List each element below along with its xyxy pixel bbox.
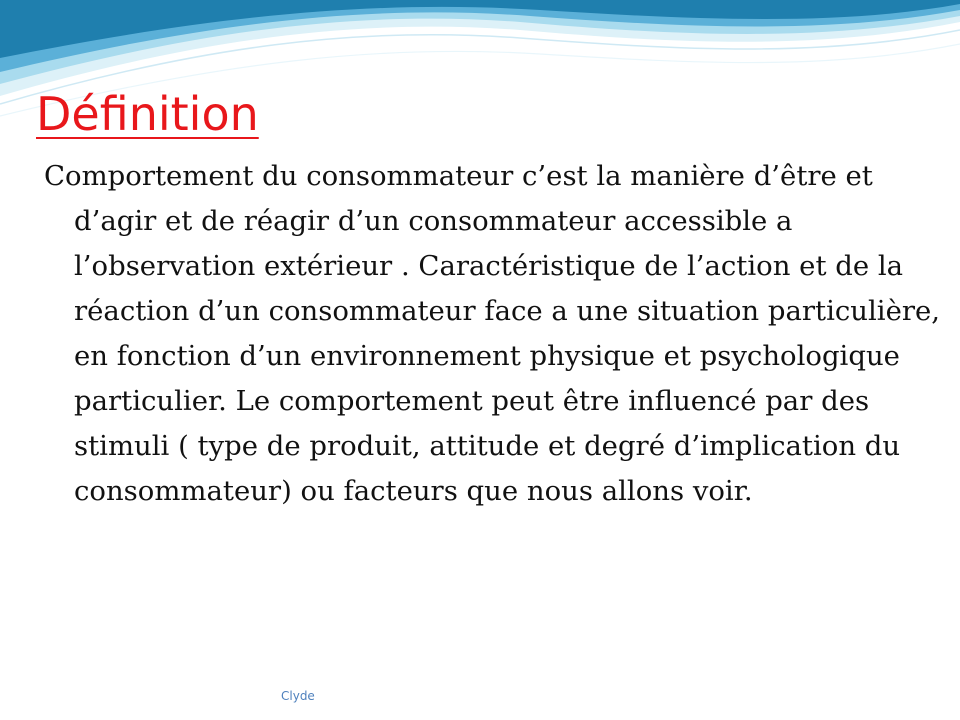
footer-text: Clyde	[281, 689, 315, 703]
definition-text: Comportement du consommateur c’est la manière d’être et d’agir et de réagir d’un consommateur accessible a l’observation extérieur . Caractéristique de l’action et de la réaction d’un consommateur face a une situation particulière, en fonction d’un environnement physique et psychologique particulier. Le comportement peut être influencé par des stimuli ( type de produit, attitude et degré d’implication du consommateur) ou facteurs que nous allons voir.	[44, 160, 941, 507]
slide-title: Définition	[36, 87, 259, 141]
